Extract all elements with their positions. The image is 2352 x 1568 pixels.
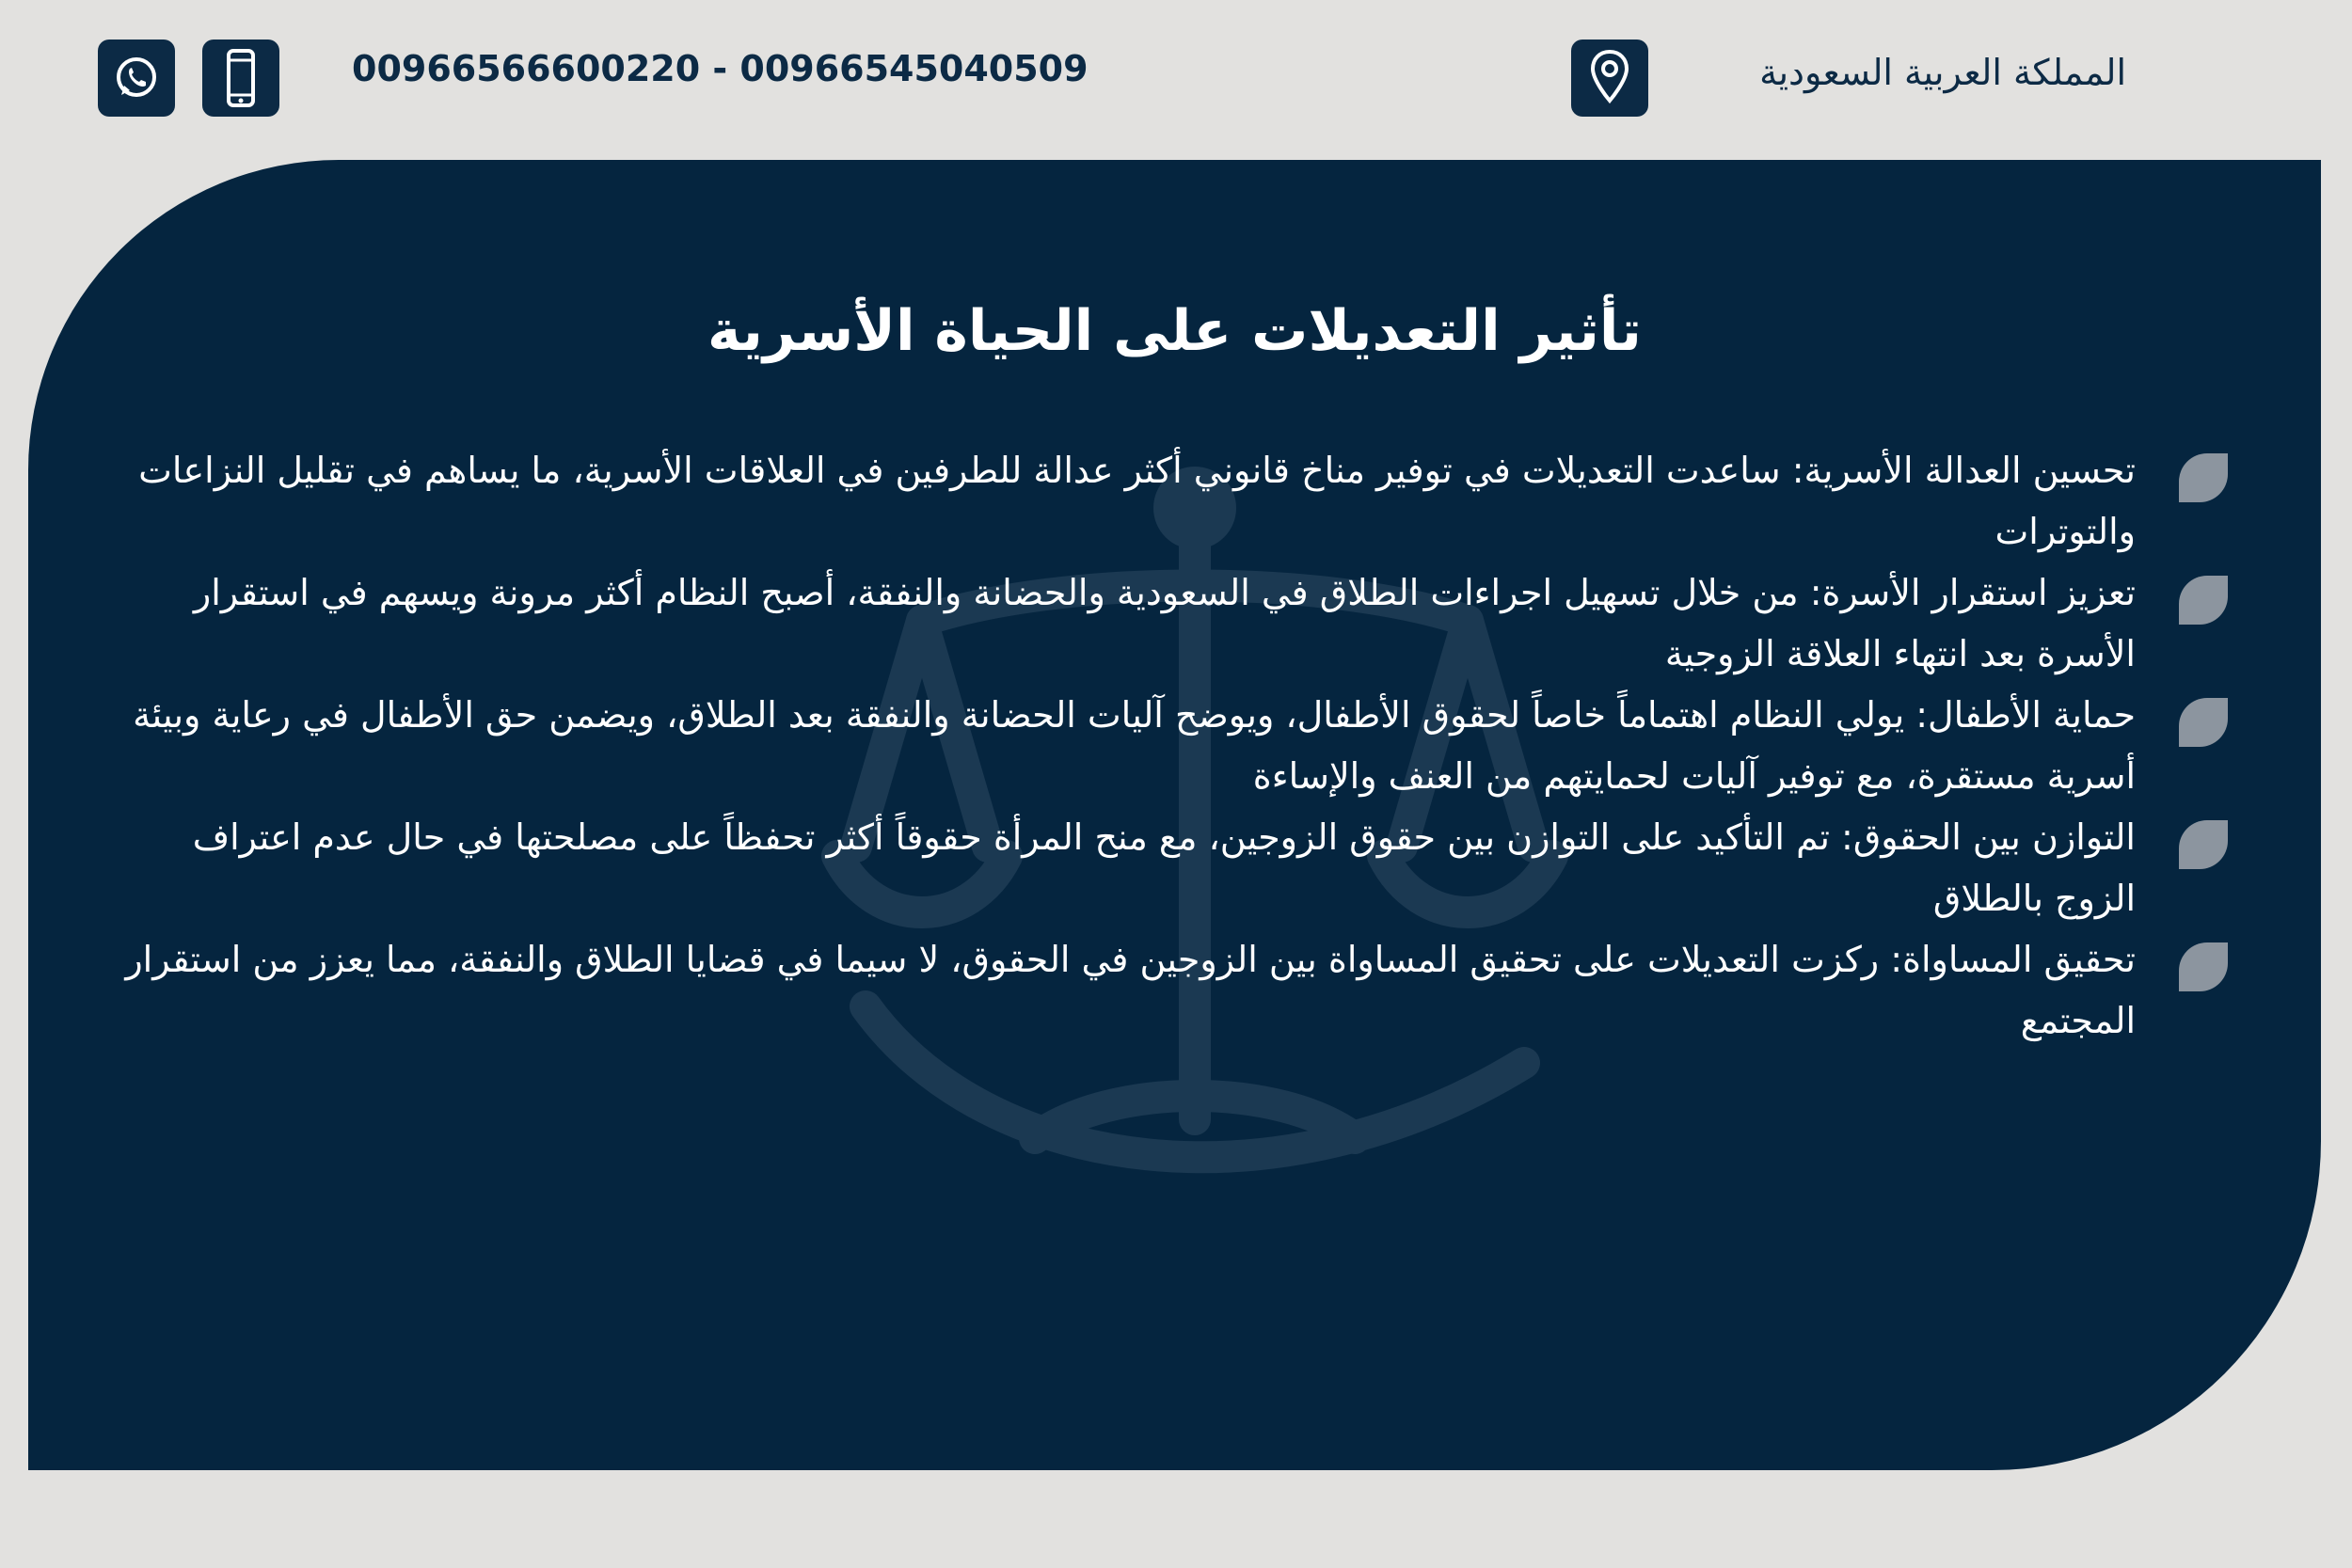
location-label: المملكة العربية السعودية (1759, 52, 2126, 93)
content-panel (28, 160, 2321, 1470)
phone-numbers[interactable]: 00966566600220 - 00966545040509 (352, 48, 1089, 89)
list-item (122, 562, 2136, 685)
bullet-leaf-icon (2179, 453, 2228, 502)
whatsapp-icon (110, 52, 163, 104)
list-item (122, 807, 2136, 929)
list-item-text: تحسين العدالة الأسرية: ساعدت التعديلات في توفير مناخ قانوني أكثر عدالة للطرفين في العلاقات الأسرية، ما يساهم في تقليل النزاعات والتوترات (138, 450, 2136, 552)
whatsapp-button[interactable] (98, 40, 175, 117)
bullet-leaf-icon (2179, 942, 2228, 991)
bullet-leaf-icon (2179, 820, 2228, 869)
list-item (122, 685, 2136, 807)
list-item-text: حماية الأطفال: يولي النظام اهتماماً خاصاً لحقوق الأطفال، ويوضح آليات الحضانة والنفقة بعد الطلاق، ويضمن حق الأطفال في رعاية وبيئة أسرية مستقرة، مع توفير آليات لحمايتهم من العنف والإساءة (133, 694, 2136, 797)
list-item-text: التوازن بين الحقوق: تم التأكيد على التوازن بين حقوق الزوجين، مع منح المرأة حقوقاً أكثر تحفظاً على مصلحتها في حال عدم اعتراف الزوج بالطلاق (192, 816, 2136, 919)
bullet-leaf-icon (2179, 698, 2228, 747)
list-item-text: تحقيق المساواة: ركزت التعديلات على تحقيق المساواة بين الزوجين في الحقوق، لا سيما في قضايا الطلاق والنفقة، مما يعزز من استقرار المجتمع (125, 939, 2136, 1041)
list-item-text: تعزيز استقرار الأسرة: من خلال تسهيل اجراءات الطلاق في السعودية والحضانة والنفقة، أصبح النظام أكثر مرونة ويسهم في استقرار الأسرة بعد انتهاء العلاقة الزوجية (193, 572, 2136, 674)
mobile-phone-icon (215, 48, 267, 108)
location-pin-icon (1583, 48, 1636, 108)
list-item (122, 929, 2136, 1052)
bullet-leaf-icon (2179, 576, 2228, 625)
location-button[interactable] (1571, 40, 1648, 117)
phone-button[interactable] (202, 40, 279, 117)
bullet-list (122, 440, 2136, 1052)
list-item (122, 440, 2136, 562)
page-title: تأثير التعديلات على الحياة الأسرية (707, 298, 1642, 364)
top-bar (0, 0, 2352, 160)
